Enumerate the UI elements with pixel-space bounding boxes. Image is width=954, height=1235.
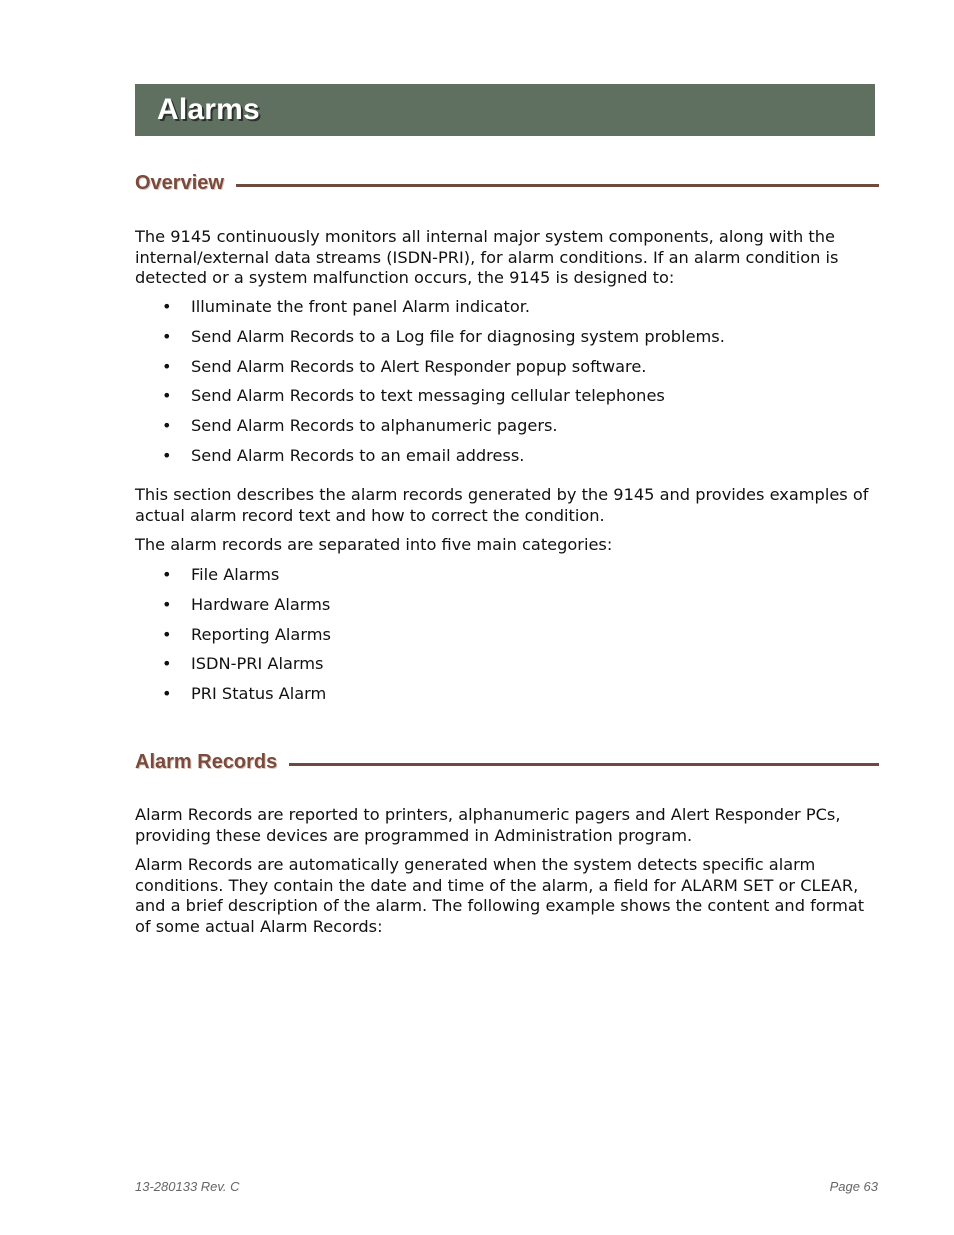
chapter-title: Alarms [157,93,260,126]
list-item-text: Send Alarm Records to alphanumeric pagers. [191,416,558,436]
bullet-icon: • [162,654,172,674]
bullet-icon: • [162,624,172,644]
footer-page-number: Page 63 [829,1179,878,1194]
bullet-icon: • [162,565,172,584]
section-description-paragraph: This section describes the alarm records generated by the 9145 and provides examples of actual alarm record text and how to correct the condition. [135,485,869,525]
bullet-icon: • [162,356,172,376]
footer-doc-number: 13-280133 Rev. C [135,1179,240,1194]
overview-intro-paragraph: The 9145 continuously monitors all internal major system components, along with the internal/external data streams (ISDN-PRI), for alarm conditions. If an alarm condition is detected or a system malfunction occurs, the 9145 is designed to: [135,227,839,287]
alarm-records-section-header [135,751,879,774]
bullet-icon: • [162,684,172,704]
bullet-icon: • [162,445,172,465]
list-item-text: PRI Status Alarm [191,684,327,704]
bullet-icon: • [162,386,172,406]
category-list [135,565,875,714]
list-item [135,684,875,714]
overview-section-header [135,172,879,195]
bullet-icon: • [162,416,172,436]
bullet-icon: • [162,297,172,316]
list-item [135,297,875,327]
alarm-records-paragraph-2: Alarm Records are automatically generated when the system detects specific alarm conditions. They contain the date and time of the alarm, a field for ALARM SET or CLEAR, and a brief description of the alarm. The following example shows the content and format of some actual Alarm Records: [135,855,865,936]
categories-intro-paragraph: The alarm records are separated into five main categories: [135,535,613,554]
list-item [135,654,875,684]
list-item [135,416,875,446]
capability-list [135,297,875,476]
list-item-text: Illuminate the front panel Alarm indicator. [191,297,531,316]
chapter-title-bar [135,84,875,136]
list-item [135,357,875,387]
bullet-icon: • [162,594,172,614]
list-item-text: Send Alarm Records to Alert Responder popup software. [191,356,647,376]
alarm-records-paragraph-1: Alarm Records are reported to printers, alphanumeric pagers and Alert Responder PCs, providing these devices are programmed in Administration program. [135,805,841,845]
list-item [135,446,875,476]
list-item [135,595,875,625]
list-item [135,565,875,595]
list-item [135,327,875,357]
list-item-text: Hardware Alarms [191,594,331,614]
list-item-text: File Alarms [191,565,280,584]
overview-heading: Overview [135,172,224,194]
list-item [135,386,875,416]
list-item [135,625,875,655]
list-item-text: Send Alarm Records to an email address. [191,445,525,465]
bullet-icon: • [162,326,172,346]
alarm-records-heading: Alarm Records [135,751,278,773]
list-item-text: ISDN-PRI Alarms [191,654,324,674]
list-item-text: Reporting Alarms [191,624,331,644]
section-divider [236,184,879,187]
list-item-text: Send Alarm Records to a Log file for diagnosing system problems. [191,326,725,346]
list-item-text: Send Alarm Records to text messaging cellular telephones [191,386,665,406]
section-divider [289,763,879,766]
